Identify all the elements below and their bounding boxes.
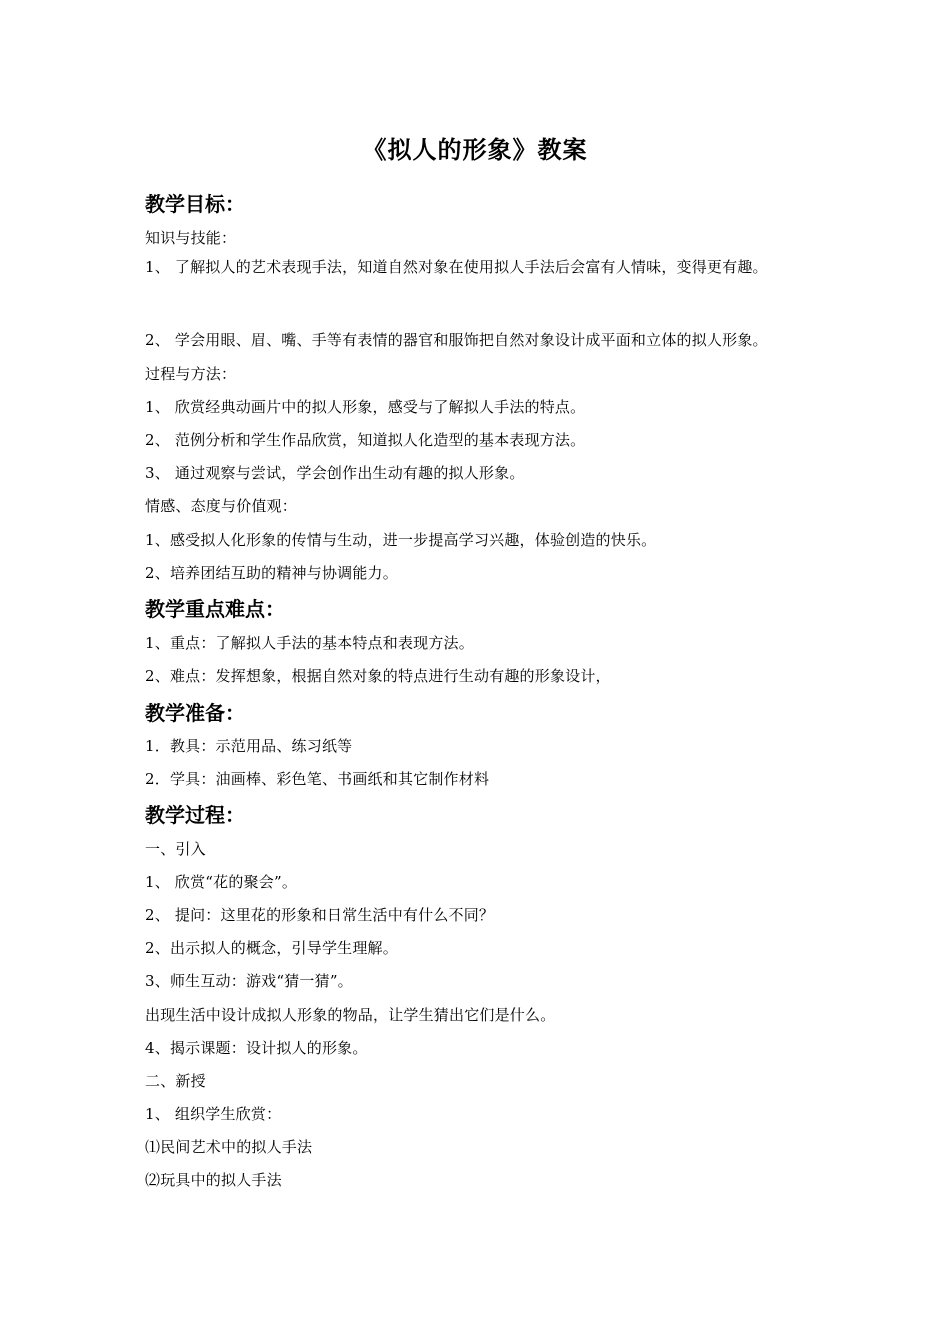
process-item-3: 3、 通过观察与尝试，学会创作出生动有趣的拟人形象。 bbox=[145, 464, 525, 482]
keypoint-item-2: 2、难点：发挥想象，根据自然对象的特点进行生动有趣的形象设计， bbox=[145, 667, 611, 685]
knowledge-item-1: 1、 了解拟人的艺术表现手法，知道自然对象在使用拟人手法后会富有人情味，变得更有趣。 bbox=[145, 258, 768, 276]
heading-objectives: 教学目标： bbox=[145, 192, 245, 216]
process-line: ⑵玩具中的拟人手法 bbox=[145, 1171, 282, 1189]
label-knowledge: 知识与技能： bbox=[145, 229, 237, 247]
process-line: 1、 组织学生欣赏： bbox=[145, 1105, 282, 1123]
keypoint-item-1: 1、重点：了解拟人手法的基本特点和表现方法。 bbox=[145, 634, 474, 652]
process-line: 2、 提问：这里花的形象和日常生活中有什么不同？ bbox=[145, 906, 495, 924]
label-attitude: 情感、态度与价值观： bbox=[145, 497, 298, 515]
page-title: 《拟人的形象》教案 bbox=[362, 136, 588, 164]
process-item-1: 1、 欣赏经典动画片中的拟人形象，感受与了解拟人手法的特点。 bbox=[145, 398, 586, 416]
preparation-item-1: 1．教具：示范用品、练习纸等 bbox=[145, 737, 353, 755]
process-line: 2、出示拟人的概念，引导学生理解。 bbox=[145, 939, 398, 957]
attitude-item-2: 2、培养团结互助的精神与协调能力。 bbox=[145, 564, 398, 582]
process-line: 出现生活中设计成拟人形象的物品，让学生猜出它们是什么。 bbox=[145, 1006, 556, 1024]
heading-keypoints: 教学重点难点： bbox=[145, 597, 285, 621]
process-item-2: 2、 范例分析和学生作品欣赏，知道拟人化造型的基本表现方法。 bbox=[145, 431, 586, 449]
process-line: ⑴民间艺术中的拟人手法 bbox=[145, 1138, 313, 1156]
process-line: 一、引入 bbox=[145, 840, 206, 858]
attitude-item-1: 1、感受拟人化形象的传情与生动，进一步提高学习兴趣，体验创造的快乐。 bbox=[145, 531, 657, 549]
heading-process: 教学过程： bbox=[145, 803, 245, 827]
preparation-item-2: 2．学具：油画棒、彩色笔、书画纸和其它制作材料 bbox=[145, 770, 490, 788]
process-line: 1、 欣赏“花的聚会”。 bbox=[145, 873, 298, 891]
process-line: 3、师生互动：游戏“猜一猜”。 bbox=[145, 972, 353, 990]
process-line: 4、揭示课题：设计拟人的形象。 bbox=[145, 1039, 368, 1057]
knowledge-item-2: 2、 学会用眼、眉、嘴、手等有表情的器官和服饰把自然对象设计成平面和立体的拟人形象。 bbox=[145, 331, 768, 349]
label-process-method: 过程与方法： bbox=[145, 365, 237, 383]
heading-preparation: 教学准备： bbox=[145, 701, 245, 725]
process-line: 二、新授 bbox=[145, 1072, 206, 1090]
